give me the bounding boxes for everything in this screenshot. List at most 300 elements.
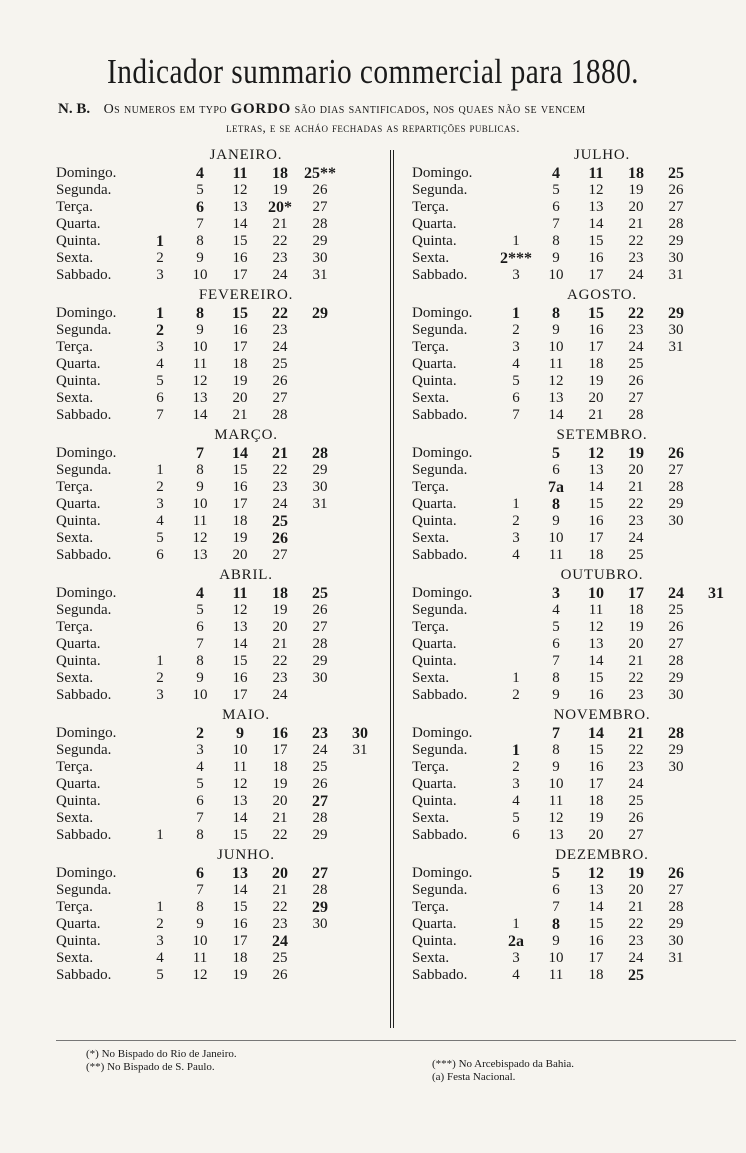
date: 20 xyxy=(628,462,644,478)
date: 19 xyxy=(272,602,288,618)
date: 6 xyxy=(512,827,520,843)
note-label: N. B. xyxy=(58,101,91,117)
date: 25 xyxy=(628,356,644,372)
day-name: Segunda. xyxy=(56,742,112,758)
date: 28 xyxy=(668,216,684,232)
date: 28 xyxy=(312,636,328,652)
date: 20 xyxy=(628,199,644,215)
week-row xyxy=(412,619,746,636)
holiday-date: 16 xyxy=(272,725,288,742)
date: 22 xyxy=(272,899,288,915)
date: 11 xyxy=(548,547,564,563)
footnote: (a) Festa Nacional. xyxy=(432,1071,516,1083)
month-block xyxy=(412,286,746,424)
date xyxy=(340,776,380,793)
holiday-date: 1 xyxy=(156,305,164,322)
holiday-date: 7 xyxy=(552,725,560,742)
day-name: Sexta. xyxy=(56,670,94,686)
week-row xyxy=(412,322,746,339)
date: 28 xyxy=(312,216,328,232)
date: 20 xyxy=(272,619,288,635)
week-row xyxy=(412,373,746,390)
date: 3 xyxy=(512,950,520,966)
day-name: Quinta. xyxy=(56,793,101,809)
date: 3 xyxy=(156,687,164,703)
date: 10 xyxy=(548,530,564,546)
date: 13 xyxy=(588,882,604,898)
week-row xyxy=(412,496,746,513)
date xyxy=(656,967,696,984)
week-row xyxy=(412,916,746,933)
week-row xyxy=(56,759,396,776)
date xyxy=(300,339,340,356)
date: 26 xyxy=(312,182,328,198)
holiday-date: 8 xyxy=(196,305,204,322)
date: 27 xyxy=(628,390,644,406)
date xyxy=(300,967,340,984)
week-row xyxy=(56,742,396,759)
date: 1 xyxy=(156,899,164,915)
date: 4 xyxy=(156,950,164,966)
date: 11 xyxy=(548,967,564,983)
date: 30 xyxy=(312,916,328,932)
holiday-date: 4 xyxy=(196,585,204,602)
week-row xyxy=(412,933,746,950)
date: 19 xyxy=(588,373,604,389)
date: 22 xyxy=(628,670,644,686)
day-name: Sabbado. xyxy=(412,687,468,703)
date: 13 xyxy=(588,199,604,215)
date xyxy=(656,793,696,810)
date: 15 xyxy=(588,496,604,512)
date: 11 xyxy=(548,793,564,809)
date: 21 xyxy=(628,653,644,669)
holiday-date: 20* xyxy=(268,199,292,216)
date: 9 xyxy=(196,670,204,686)
holiday-date: 4 xyxy=(552,165,560,182)
date xyxy=(340,759,380,776)
date: 8 xyxy=(196,462,204,478)
week-row xyxy=(412,759,746,776)
holiday-date: 5 xyxy=(552,865,560,882)
date: 30 xyxy=(668,933,684,949)
date: 23 xyxy=(272,250,288,266)
week-row xyxy=(56,687,396,704)
week-row xyxy=(56,339,396,356)
holiday-date: 28 xyxy=(668,725,684,742)
day-name: Sabbado. xyxy=(412,267,468,283)
footnotes-right xyxy=(432,1058,574,1084)
date: 18 xyxy=(232,950,248,966)
holiday-date: 11 xyxy=(588,165,604,182)
day-name: Domingo. xyxy=(56,165,117,181)
date: 4 xyxy=(512,547,520,563)
date: 29 xyxy=(668,233,684,249)
date: 26 xyxy=(668,619,684,635)
holiday-date: 26 xyxy=(668,865,684,882)
holiday-date: 6 xyxy=(196,199,204,216)
date: 14 xyxy=(588,899,604,915)
day-name: Quarta. xyxy=(56,356,101,372)
date xyxy=(300,390,340,407)
date: 5 xyxy=(552,182,560,198)
date: 29 xyxy=(312,827,328,843)
holiday-date: 5 xyxy=(552,445,560,462)
day-name: Terça. xyxy=(56,339,93,355)
date: 23 xyxy=(628,933,644,949)
day-name: Terça. xyxy=(56,619,93,635)
date: 18 xyxy=(232,513,248,529)
week-row xyxy=(412,182,746,199)
date: 11 xyxy=(192,950,208,966)
holiday-date: 24 xyxy=(668,585,684,602)
holiday-date: 2a xyxy=(508,933,524,950)
day-name: Sexta. xyxy=(412,390,450,406)
day-name: Sexta. xyxy=(412,670,450,686)
date: 13 xyxy=(192,390,208,406)
date: 26 xyxy=(272,373,288,389)
date: 29 xyxy=(312,462,328,478)
week-row xyxy=(412,165,746,182)
date: 15 xyxy=(232,462,248,478)
date: 16 xyxy=(232,670,248,686)
week-row xyxy=(56,513,396,530)
date: 19 xyxy=(588,810,604,826)
holiday-date: 14 xyxy=(232,445,248,462)
footnotes-left xyxy=(86,1048,237,1074)
date: 25 xyxy=(272,950,288,966)
date xyxy=(656,373,696,390)
date: 31 xyxy=(352,742,368,758)
date: 31 xyxy=(668,339,684,355)
date xyxy=(140,810,180,827)
week-row xyxy=(56,950,396,967)
date: 22 xyxy=(628,233,644,249)
date: 21 xyxy=(272,882,288,898)
date: 3 xyxy=(156,267,164,283)
date xyxy=(140,882,180,899)
week-row xyxy=(412,530,746,547)
date: 14 xyxy=(548,407,564,423)
date: 23 xyxy=(628,687,644,703)
date: 11 xyxy=(192,356,208,372)
week-row xyxy=(412,339,746,356)
week-row xyxy=(56,585,396,602)
date: 10 xyxy=(192,339,208,355)
holiday-date: 17 xyxy=(628,585,644,602)
holiday-date: 8 xyxy=(552,496,560,513)
date: 17 xyxy=(588,530,604,546)
date xyxy=(496,585,536,602)
date: 2 xyxy=(156,670,164,686)
week-row xyxy=(56,462,396,479)
date: 9 xyxy=(552,759,560,775)
day-name: Segunda. xyxy=(412,182,468,198)
day-name: Sexta. xyxy=(56,390,94,406)
date: 7 xyxy=(196,882,204,898)
date: 23 xyxy=(272,670,288,686)
month-block xyxy=(56,566,396,704)
date: 26 xyxy=(628,373,644,389)
date: 22 xyxy=(628,496,644,512)
date xyxy=(656,356,696,373)
day-name: Segunda. xyxy=(412,882,468,898)
date: 9 xyxy=(196,322,204,338)
date: 30 xyxy=(312,670,328,686)
day-name: Terça. xyxy=(56,899,93,915)
date: 15 xyxy=(232,233,248,249)
date xyxy=(696,602,736,619)
month-block xyxy=(412,426,746,564)
date: 9 xyxy=(552,513,560,529)
day-name: Quarta. xyxy=(412,356,457,372)
date: 20 xyxy=(588,390,604,406)
holiday-date: 18 xyxy=(272,585,288,602)
holiday-date: 29 xyxy=(668,305,684,322)
date xyxy=(300,373,340,390)
date xyxy=(300,513,340,530)
date: 16 xyxy=(232,916,248,932)
date: 31 xyxy=(668,267,684,283)
date: 17 xyxy=(232,267,248,283)
week-row xyxy=(56,882,396,899)
date xyxy=(140,602,180,619)
holiday-date: 18 xyxy=(272,165,288,182)
holiday-date: 30 xyxy=(352,725,368,742)
date: 12 xyxy=(588,182,604,198)
week-row xyxy=(412,407,746,424)
date: 5 xyxy=(156,373,164,389)
date: 9 xyxy=(552,933,560,949)
date: 8 xyxy=(196,827,204,843)
date xyxy=(140,216,180,233)
day-name: Sabbado. xyxy=(412,967,468,983)
date: 24 xyxy=(628,776,644,792)
date: 27 xyxy=(312,619,328,635)
date: 29 xyxy=(312,233,328,249)
day-name: Quarta. xyxy=(56,776,101,792)
date: 24 xyxy=(272,267,288,283)
week-row xyxy=(56,530,396,547)
holiday-date: 7 xyxy=(196,445,204,462)
day-name: Sabbado. xyxy=(412,827,468,843)
date xyxy=(300,950,340,967)
week-row xyxy=(56,407,396,424)
day-name: Sabbado. xyxy=(56,687,112,703)
date: 10 xyxy=(548,776,564,792)
month-name: NOVEMBRO. xyxy=(553,707,651,723)
date: 28 xyxy=(668,479,684,495)
week-row xyxy=(412,899,746,916)
date: 7 xyxy=(196,216,204,232)
week-row xyxy=(56,445,396,462)
date: 31 xyxy=(312,267,328,283)
date: 24 xyxy=(272,687,288,703)
day-name: Quarta. xyxy=(56,216,101,232)
date: 5 xyxy=(156,530,164,546)
date: 1 xyxy=(512,233,520,249)
date: 30 xyxy=(312,479,328,495)
date: 4 xyxy=(552,602,560,618)
date: 13 xyxy=(232,619,248,635)
date xyxy=(496,216,536,233)
date: 8 xyxy=(552,233,560,249)
date: 11 xyxy=(588,602,604,618)
date: 13 xyxy=(588,636,604,652)
date: 8 xyxy=(196,653,204,669)
date xyxy=(140,165,180,182)
date: 30 xyxy=(668,322,684,338)
date: 12 xyxy=(548,373,564,389)
note-part-1: Os numeros em typo xyxy=(103,102,227,117)
date: 7 xyxy=(552,653,560,669)
date: 9 xyxy=(552,322,560,338)
day-name: Terça. xyxy=(412,619,449,635)
date: 24 xyxy=(272,339,288,355)
date: 4 xyxy=(512,356,520,372)
date: 4 xyxy=(156,356,164,372)
date: 9 xyxy=(196,250,204,266)
week-row xyxy=(412,356,746,373)
week-row xyxy=(412,827,746,844)
week-row xyxy=(412,950,746,967)
week-row xyxy=(412,462,746,479)
day-name: Domingo. xyxy=(412,305,473,321)
date xyxy=(140,793,180,810)
month-name: OUTUBRO. xyxy=(560,567,644,583)
date xyxy=(496,479,536,496)
holiday-date: 8 xyxy=(552,305,560,322)
date: 3 xyxy=(512,339,520,355)
date: 26 xyxy=(272,967,288,983)
date: 6 xyxy=(552,636,560,652)
date: 4 xyxy=(156,513,164,529)
calendar-column-right xyxy=(412,146,746,986)
date: 24 xyxy=(272,496,288,512)
date: 23 xyxy=(272,479,288,495)
day-name: Quinta. xyxy=(412,933,457,949)
date: 16 xyxy=(588,250,604,266)
date: 13 xyxy=(548,390,564,406)
week-row xyxy=(56,233,396,250)
week-row xyxy=(56,216,396,233)
date: 14 xyxy=(588,653,604,669)
date: 10 xyxy=(232,742,248,758)
date: 18 xyxy=(588,356,604,372)
date: 24 xyxy=(628,267,644,283)
date: 23 xyxy=(628,322,644,338)
day-name: Quarta. xyxy=(56,916,101,932)
date: 25 xyxy=(312,759,328,775)
date: 22 xyxy=(272,827,288,843)
date: 15 xyxy=(232,899,248,915)
date: 17 xyxy=(272,742,288,758)
day-name: Sabbado. xyxy=(56,827,112,843)
day-name: Quarta. xyxy=(412,636,457,652)
date: 10 xyxy=(192,687,208,703)
date: 27 xyxy=(668,636,684,652)
day-name: Sexta. xyxy=(412,530,450,546)
date: 3 xyxy=(512,776,520,792)
note-line-2: letras, e se acháo fechadas as repartições publicas. xyxy=(226,120,520,135)
date: 10 xyxy=(548,267,564,283)
date xyxy=(496,445,536,462)
date: 31 xyxy=(312,496,328,512)
date xyxy=(300,356,340,373)
date: 27 xyxy=(272,547,288,563)
date: 6 xyxy=(156,390,164,406)
week-row xyxy=(412,670,746,687)
week-row xyxy=(56,619,396,636)
date xyxy=(656,776,696,793)
footnote: (**) No Bispado de S. Paulo. xyxy=(86,1061,215,1073)
week-row xyxy=(412,233,746,250)
date: 1 xyxy=(512,916,520,932)
date: 6 xyxy=(552,882,560,898)
date: 24 xyxy=(628,339,644,355)
month-name: MARÇO. xyxy=(214,427,278,443)
week-row xyxy=(56,899,396,916)
date: 30 xyxy=(312,250,328,266)
day-name: Sexta. xyxy=(56,950,94,966)
date xyxy=(300,407,340,424)
date: 18 xyxy=(628,602,644,618)
holiday-date: 13 xyxy=(232,865,248,882)
date: 21 xyxy=(272,216,288,232)
week-row xyxy=(56,356,396,373)
date: 16 xyxy=(588,687,604,703)
date: 4 xyxy=(196,759,204,775)
date: 16 xyxy=(588,513,604,529)
day-name: Segunda. xyxy=(412,602,468,618)
date: 1 xyxy=(512,496,520,512)
week-row xyxy=(412,250,746,267)
date: 2 xyxy=(156,479,164,495)
day-name: Segunda. xyxy=(412,322,468,338)
week-row xyxy=(412,725,746,742)
calendar-column-left xyxy=(56,146,396,986)
date: 6 xyxy=(196,619,204,635)
date: 2 xyxy=(156,916,164,932)
holiday-date: 25 xyxy=(272,513,288,530)
date: 6 xyxy=(156,547,164,563)
date: 18 xyxy=(232,356,248,372)
date: 28 xyxy=(272,407,288,423)
date: 2 xyxy=(512,687,520,703)
date xyxy=(300,547,340,564)
week-row xyxy=(56,322,396,339)
date: 16 xyxy=(232,322,248,338)
date: 30 xyxy=(668,687,684,703)
date: 5 xyxy=(512,373,520,389)
date: 2 xyxy=(512,513,520,529)
day-name: Terça. xyxy=(412,339,449,355)
day-name: Quinta. xyxy=(56,653,101,669)
holiday-date: 15 xyxy=(588,305,604,322)
week-row xyxy=(412,776,746,793)
holiday-date: 8 xyxy=(552,916,560,933)
holiday-date: 25 xyxy=(312,585,328,602)
date: 16 xyxy=(588,933,604,949)
date: 7 xyxy=(196,636,204,652)
week-row xyxy=(412,199,746,216)
date: 21 xyxy=(272,636,288,652)
day-name: Domingo. xyxy=(56,445,117,461)
footnote-rule xyxy=(56,1040,736,1041)
date xyxy=(656,407,696,424)
date: 21 xyxy=(232,407,248,423)
day-name: Sexta. xyxy=(56,810,94,826)
